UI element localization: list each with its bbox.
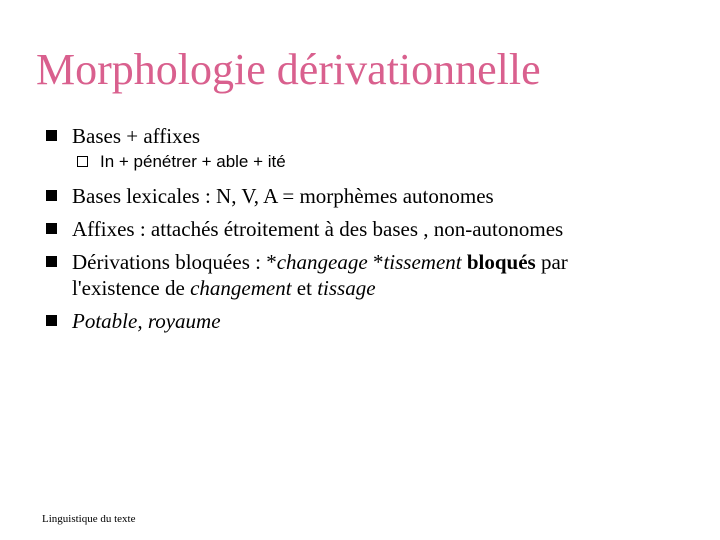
filled-square-bullet-icon [46, 190, 57, 201]
italic-word: tissage [317, 276, 376, 300]
bullet-text: Bases + affixes [72, 124, 201, 148]
text-segment: * [367, 250, 384, 274]
text-segment: par [535, 250, 568, 274]
bold-word: bloqués [466, 250, 536, 274]
bullet-text-line-2 [72, 276, 376, 300]
slide-footer: Linguistique du texte [42, 513, 136, 525]
hollow-square-bullet-icon [77, 156, 88, 167]
filled-square-bullet-icon [46, 130, 57, 141]
text-segment: et [291, 276, 318, 300]
filled-square-bullet-icon [46, 256, 57, 267]
italic-word: changement [190, 276, 292, 300]
sub-bullet-text: In + pénétrer + able + ité [100, 152, 286, 171]
bullet-text-line-1 [72, 250, 568, 274]
text-segment: Dérivations bloquées : * [72, 250, 277, 274]
filled-square-bullet-icon [46, 223, 57, 234]
bullet-text: Affixes : attachés étroitement à des bases , non-autonomes [72, 217, 564, 241]
bullet-text: Potable, royaume [72, 309, 221, 333]
italic-word: changeage [276, 250, 368, 274]
text-segment: l'existence de [72, 276, 191, 300]
slide-title: Morphologie dérivationnelle [36, 45, 541, 94]
bullet-text: Bases lexicales : N, V, A = morphèmes autonomes [72, 184, 494, 208]
filled-square-bullet-icon [46, 315, 57, 326]
italic-word: tissement [383, 250, 462, 274]
